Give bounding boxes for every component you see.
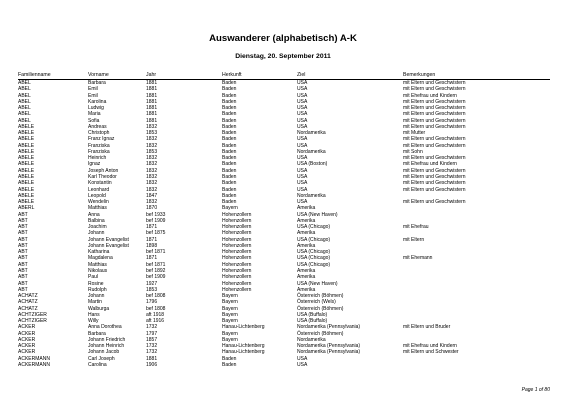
cell-vorname: Walburga [88,305,110,312]
cell-bemerkungen: mit Eltern und Geschwistern [403,123,466,130]
cell-ziel: Nordamerika [297,148,326,155]
cell-herkunft: Bayern [222,336,238,343]
cell-jahr: 1853 [146,286,158,293]
cell-jahr: 1881 [146,111,158,118]
cell-jahr: 1832 [146,142,158,149]
cell-jahr: aft 1916 [146,318,165,325]
cell-vorname: Johann Friedrich [88,336,126,343]
cell-ziel: USA (Chicago) [297,261,331,268]
cell-familienname: ABT [18,236,28,243]
cell-familienname: ABT [18,255,28,262]
cell-familienname: ACKER [18,330,36,337]
cell-vorname: Martin [88,299,102,306]
cell-herkunft: Bayern [222,299,238,306]
cell-vorname: Christoph [88,130,110,137]
cell-familienname: ABEL [18,92,31,99]
cell-ziel: USA [297,199,308,206]
cell-vorname: Konstantin [88,180,112,187]
cell-herkunft: Baden [222,136,237,143]
cell-bemerkungen: mit Mutter [403,130,426,137]
cell-jahr: 1832 [146,161,158,168]
cell-familienname: ABT [18,249,28,256]
cell-familienname: ABELE [18,161,35,168]
cell-jahr: bef 1909 [146,274,166,281]
cell-herkunft: Bayern [222,205,238,212]
cell-vorname: Katharina [88,249,110,256]
cell-ziel: Nordamerika (Pennsylvania) [297,324,361,331]
cell-herkunft: Hohenzollern [222,261,252,268]
cell-herkunft: Baden [222,192,237,199]
cell-herkunft: Baden [222,180,237,187]
cell-vorname: Franziska [88,148,110,155]
cell-bemerkungen: mit Eltern und Geschwistern [403,80,466,86]
cell-jahr: 1847 [146,192,158,199]
cell-familienname: ACHATZ [18,299,38,306]
cell-vorname: Johann Jacob [88,349,120,356]
cell-familienname: ABEL [18,111,31,118]
cell-herkunft: Hanau-Lichtenberg [222,324,265,331]
cell-vorname: Carl Joseph [88,355,115,362]
cell-familienname: ACKER [18,349,36,356]
cell-familienname: ACHTZIGER [18,318,47,325]
cell-bemerkungen: mit Eltern und Geschwistern [403,111,466,118]
cell-bemerkungen: mit Eltern und Geschwistern [403,98,466,105]
cell-jahr: 1898 [146,242,158,249]
cell-familienname: ABT [18,267,28,274]
cell-ziel: USA [297,92,308,99]
cell-ziel: USA (Chicago) [297,249,331,256]
cell-jahr: 1732 [146,343,158,350]
cell-ziel: Österreich (Böhmen) [297,330,344,337]
cell-ziel: USA [297,80,308,86]
cell-herkunft: Hohenzollern [222,280,252,287]
cell-ziel: Amerika [297,274,316,281]
cell-jahr: 1881 [146,355,158,362]
cell-herkunft: Baden [222,361,237,368]
cell-herkunft: Hohenzollern [222,242,252,249]
cell-herkunft: Baden [222,161,237,168]
cell-herkunft: Bayern [222,311,238,318]
cell-vorname: Johann [88,230,105,237]
cell-jahr: bef 1933 [146,211,166,218]
cell-ziel: USA (Boston) [297,161,328,168]
cell-familienname: ABT [18,230,28,237]
cell-herkunft: Baden [222,123,237,130]
cell-vorname: Nikolaus [88,267,108,274]
cell-familienname: ABELE [18,142,35,149]
cell-familienname: ABELE [18,192,35,199]
header-bemerkungen: Bemerkungen [403,72,436,78]
cell-herkunft: Hohenzollern [222,267,252,274]
cell-bemerkungen: mit Eltern und Geschwistern [403,86,466,93]
cell-bemerkungen: mit Eltern und Bruder [403,324,451,331]
cell-ziel: USA [297,180,308,187]
header-jahr: Jahr [146,72,157,78]
cell-herkunft: Hohenzollern [222,255,252,262]
cell-vorname: Anna [88,211,100,218]
cell-jahr: bef 1871 [146,261,166,268]
cell-ziel: Nordamerika [297,192,326,199]
cell-familienname: ABT [18,217,28,224]
cell-ziel: USA [297,105,308,112]
cell-vorname: Karl Theodor [88,173,117,180]
header-vorname: Vorname [88,72,109,78]
cell-ziel: USA [297,173,308,180]
cell-bemerkungen: mit Eltern und Geschwistern [403,117,466,124]
cell-jahr: 1832 [146,180,158,187]
cell-jahr: 1857 [146,336,158,343]
cell-ziel: Amerika [297,286,316,293]
cell-jahr: 1797 [146,330,158,337]
cell-jahr: 1881 [146,98,158,105]
cell-jahr: 1881 [146,86,158,93]
cell-familienname: ABT [18,286,28,293]
cell-ziel: Nordamerika (Pennsylvania) [297,349,361,356]
cell-bemerkungen: mit Eltern und Schwester [403,349,459,356]
cell-herkunft: Baden [222,98,237,105]
cell-jahr: 1832 [146,173,158,180]
cell-vorname: Rosine [88,280,104,287]
cell-familienname: ABERL [18,205,35,212]
cell-familienname: ACKER [18,336,36,343]
cell-familienname: ABELE [18,148,35,155]
cell-ziel: USA [297,355,308,362]
cell-bemerkungen: mit Eltern und Geschwistern [403,180,466,187]
cell-vorname: Emil [88,92,98,99]
cell-ziel: USA [297,117,308,124]
cell-ziel: Amerika [297,205,316,212]
table-row [18,362,550,368]
cell-jahr: bef 1808 [146,293,166,300]
cell-vorname: Joseph Anton [88,167,119,174]
cell-familienname: ABELE [18,167,35,174]
cell-familienname: ABELE [18,199,35,206]
cell-familienname: ABELE [18,123,35,130]
cell-familienname: ACKERMANN [18,361,50,368]
cell-ziel: USA [297,123,308,130]
cell-ziel: USA (Buffalo) [297,311,328,318]
cell-familienname: ABELE [18,180,35,187]
cell-vorname: Maria [88,111,101,118]
cell-familienname: ACKER [18,324,36,331]
table-body [18,80,550,368]
cell-vorname: Barbara [88,80,106,86]
cell-vorname: Joachim [88,224,107,231]
cell-herkunft: Baden [222,92,237,99]
cell-vorname: Ignaz [88,161,101,168]
cell-jahr: 1881 [146,92,158,99]
cell-herkunft: Hohenzollern [222,274,252,281]
cell-herkunft: Bayern [222,293,238,300]
cell-bemerkungen: mit Eltern und Geschwistern [403,142,466,149]
cell-vorname: Andreas [88,123,107,130]
cell-vorname: Matthias [88,261,107,268]
cell-bemerkungen: mit Eltern und Geschwistern [403,167,466,174]
cell-familienname: ACHATZ [18,293,38,300]
cell-jahr: 1832 [146,167,158,174]
cell-ziel: Österreich (Böhmen) [297,293,344,300]
document-date: Dienstag, 20. September 2011 [235,53,331,60]
cell-familienname: ABT [18,280,28,287]
cell-familienname: ABELE [18,173,35,180]
header-familienname: Familienname [18,72,51,78]
cell-jahr: 1927 [146,280,158,287]
cell-jahr: bef 1808 [146,305,166,312]
cell-herkunft: Baden [222,105,237,112]
cell-jahr: bef 1875 [146,230,166,237]
cell-ziel: Nordamerika (Pennsylvania) [297,343,361,350]
cell-vorname: Magdalena [88,255,113,262]
cell-vorname: Barbara [88,330,106,337]
cell-jahr: 1871 [146,255,158,262]
cell-ziel: Österreich (Böhmen) [297,305,344,312]
cell-vorname: Emil [88,86,98,93]
cell-vorname: Leopold [88,192,106,199]
cell-familienname: ABT [18,242,28,249]
cell-jahr: 1832 [146,199,158,206]
cell-familienname: ABELE [18,136,35,143]
cell-vorname: Franz Ignaz [88,136,115,143]
cell-ziel: USA [297,361,308,368]
cell-jahr: aft 1918 [146,311,165,318]
cell-herkunft: Bayern [222,305,238,312]
cell-bemerkungen: mit Eltern und Geschwistern [403,173,466,180]
cell-herkunft: Hohenzollern [222,224,252,231]
cell-vorname: Matthias [88,205,107,212]
cell-herkunft: Hohenzollern [222,211,252,218]
cell-familienname: ABT [18,211,28,218]
cell-familienname: ABEL [18,98,31,105]
cell-jahr: 1796 [146,299,158,306]
cell-herkunft: Bayern [222,318,238,325]
cell-jahr: 1881 [146,117,158,124]
cell-herkunft: Baden [222,142,237,149]
page-number: Page 1 of 80 [521,387,550,393]
cell-vorname: Hans [88,311,100,318]
cell-familienname: ABEL [18,86,31,93]
cell-vorname: Paul [88,274,99,281]
cell-bemerkungen: mit Eltern und Geschwistern [403,136,466,143]
cell-herkunft: Hohenzollern [222,236,252,243]
cell-familienname: ACKERMANN [18,355,50,362]
cell-jahr: 1853 [146,148,158,155]
cell-vorname: Leonhard [88,186,110,193]
cell-herkunft: Baden [222,86,237,93]
cell-vorname: Johann Heinrich [88,343,125,350]
cell-vorname: Balbina [88,217,105,224]
cell-ziel: USA [297,98,308,105]
cell-vorname: Franziska [88,142,110,149]
cell-bemerkungen: mit Ehemann [403,255,433,262]
table-header [18,71,550,80]
cell-herkunft: Baden [222,130,237,137]
cell-vorname: Ludwig [88,105,104,112]
cell-familienname: ACHATZ [18,305,38,312]
cell-jahr: 1870 [146,205,158,212]
cell-vorname: Willy [88,318,99,325]
cell-jahr: 1732 [146,324,158,331]
cell-bemerkungen: mit Sohn [403,148,423,155]
cell-familienname: ABELE [18,186,35,193]
cell-jahr: 1853 [146,130,158,137]
cell-jahr: 1871 [146,236,158,243]
cell-familienname: ACKER [18,343,36,350]
cell-jahr: 1832 [146,123,158,130]
cell-familienname: ABEL [18,117,31,124]
cell-jahr: 1871 [146,224,158,231]
cell-bemerkungen: mit Ehefrau und Kindern [403,161,457,168]
cell-vorname: Carolina [88,361,107,368]
cell-ziel: USA [297,111,308,118]
cell-ziel: USA [297,136,308,143]
cell-ziel: USA (Chicago) [297,236,331,243]
cell-herkunft: Baden [222,167,237,174]
cell-vorname: Johann [88,293,105,300]
cell-bemerkungen: mit Eltern und Geschwistern [403,199,466,206]
cell-herkunft: Hanau-Lichtenberg [222,349,265,356]
cell-jahr: bef 1892 [146,267,166,274]
cell-vorname: Wendelin [88,199,109,206]
cell-vorname: Heinrich [88,155,107,162]
cell-herkunft: Baden [222,148,237,155]
cell-ziel: USA (New Haven) [297,280,338,287]
cell-jahr: bef 1909 [146,217,166,224]
cell-herkunft: Baden [222,199,237,206]
cell-bemerkungen: mit Ehefrau und Kindern [403,343,457,350]
cell-jahr: 1832 [146,136,158,143]
cell-ziel: Nordamerika [297,336,326,343]
cell-ziel: USA [297,155,308,162]
cell-ziel: Amerika [297,230,316,237]
cell-ziel: USA (New Haven) [297,211,338,218]
cell-bemerkungen: mit Eltern und Geschwistern [403,186,466,193]
cell-bemerkungen: mit Eltern und Geschwistern [403,155,466,162]
cell-jahr: 1881 [146,80,158,86]
cell-vorname: Anna Dorothea [88,324,122,331]
cell-familienname: ABT [18,261,28,268]
cell-ziel: Nordamerika [297,130,326,137]
cell-ziel: USA (Chicago) [297,255,331,262]
cell-bemerkungen: mit Ehefrau [403,224,429,231]
cell-vorname: Sofia [88,117,100,124]
cell-ziel: USA [297,167,308,174]
cell-herkunft: Hohenzollern [222,217,252,224]
cell-herkunft: Baden [222,186,237,193]
cell-familienname: ABELE [18,155,35,162]
cell-herkunft: Baden [222,155,237,162]
cell-herkunft: Hohenzollern [222,230,252,237]
cell-herkunft: Baden [222,355,237,362]
cell-ziel: USA (Buffalo) [297,318,328,325]
cell-herkunft: Baden [222,173,237,180]
cell-herkunft: Baden [222,80,237,86]
cell-herkunft: Baden [222,117,237,124]
cell-familienname: ABELE [18,130,35,137]
cell-familienname: ABT [18,224,28,231]
cell-ziel: Amerika [297,242,316,249]
cell-familienname: ABT [18,274,28,281]
cell-bemerkungen: mit Eltern [403,236,425,243]
cell-ziel: Amerika [297,267,316,274]
cell-ziel: Österreich (Wels) [297,299,336,306]
cell-ziel: USA [297,142,308,149]
cell-herkunft: Bayern [222,330,238,337]
cell-familienname: ABEL [18,105,31,112]
cell-herkunft: Baden [222,111,237,118]
cell-vorname: Rudolph [88,286,107,293]
cell-vorname: Karolina [88,98,107,105]
cell-herkunft: Hanau-Lichtenberg [222,343,265,350]
cell-vorname: Johann Evangelist [88,242,129,249]
cell-vorname: Johann Evangelist [88,236,129,243]
cell-familienname: ABEL [18,80,31,86]
cell-ziel: USA [297,186,308,193]
cell-ziel: USA (Chicago) [297,224,331,231]
cell-bemerkungen: mit Ehefrau und Kindern [403,92,457,99]
cell-jahr: 1832 [146,186,158,193]
header-ziel: Ziel [297,72,306,78]
cell-ziel: USA [297,86,308,93]
cell-bemerkungen: mit Eltern und Geschwistern [403,105,466,112]
cell-jahr: 1832 [146,155,158,162]
document-title: Auswanderer (alphabetisch) A-K [209,33,357,44]
cell-herkunft: Hohenzollern [222,249,252,256]
cell-jahr: 1732 [146,349,158,356]
header-herkunft: Herkunft [222,72,242,78]
cell-ziel: Amerika [297,217,316,224]
cell-jahr: 1881 [146,105,158,112]
cell-jahr: bef 1871 [146,249,166,256]
cell-jahr: 1906 [146,361,158,368]
cell-herkunft: Hohenzollern [222,286,252,293]
cell-familienname: ACHTZIGER [18,311,47,318]
